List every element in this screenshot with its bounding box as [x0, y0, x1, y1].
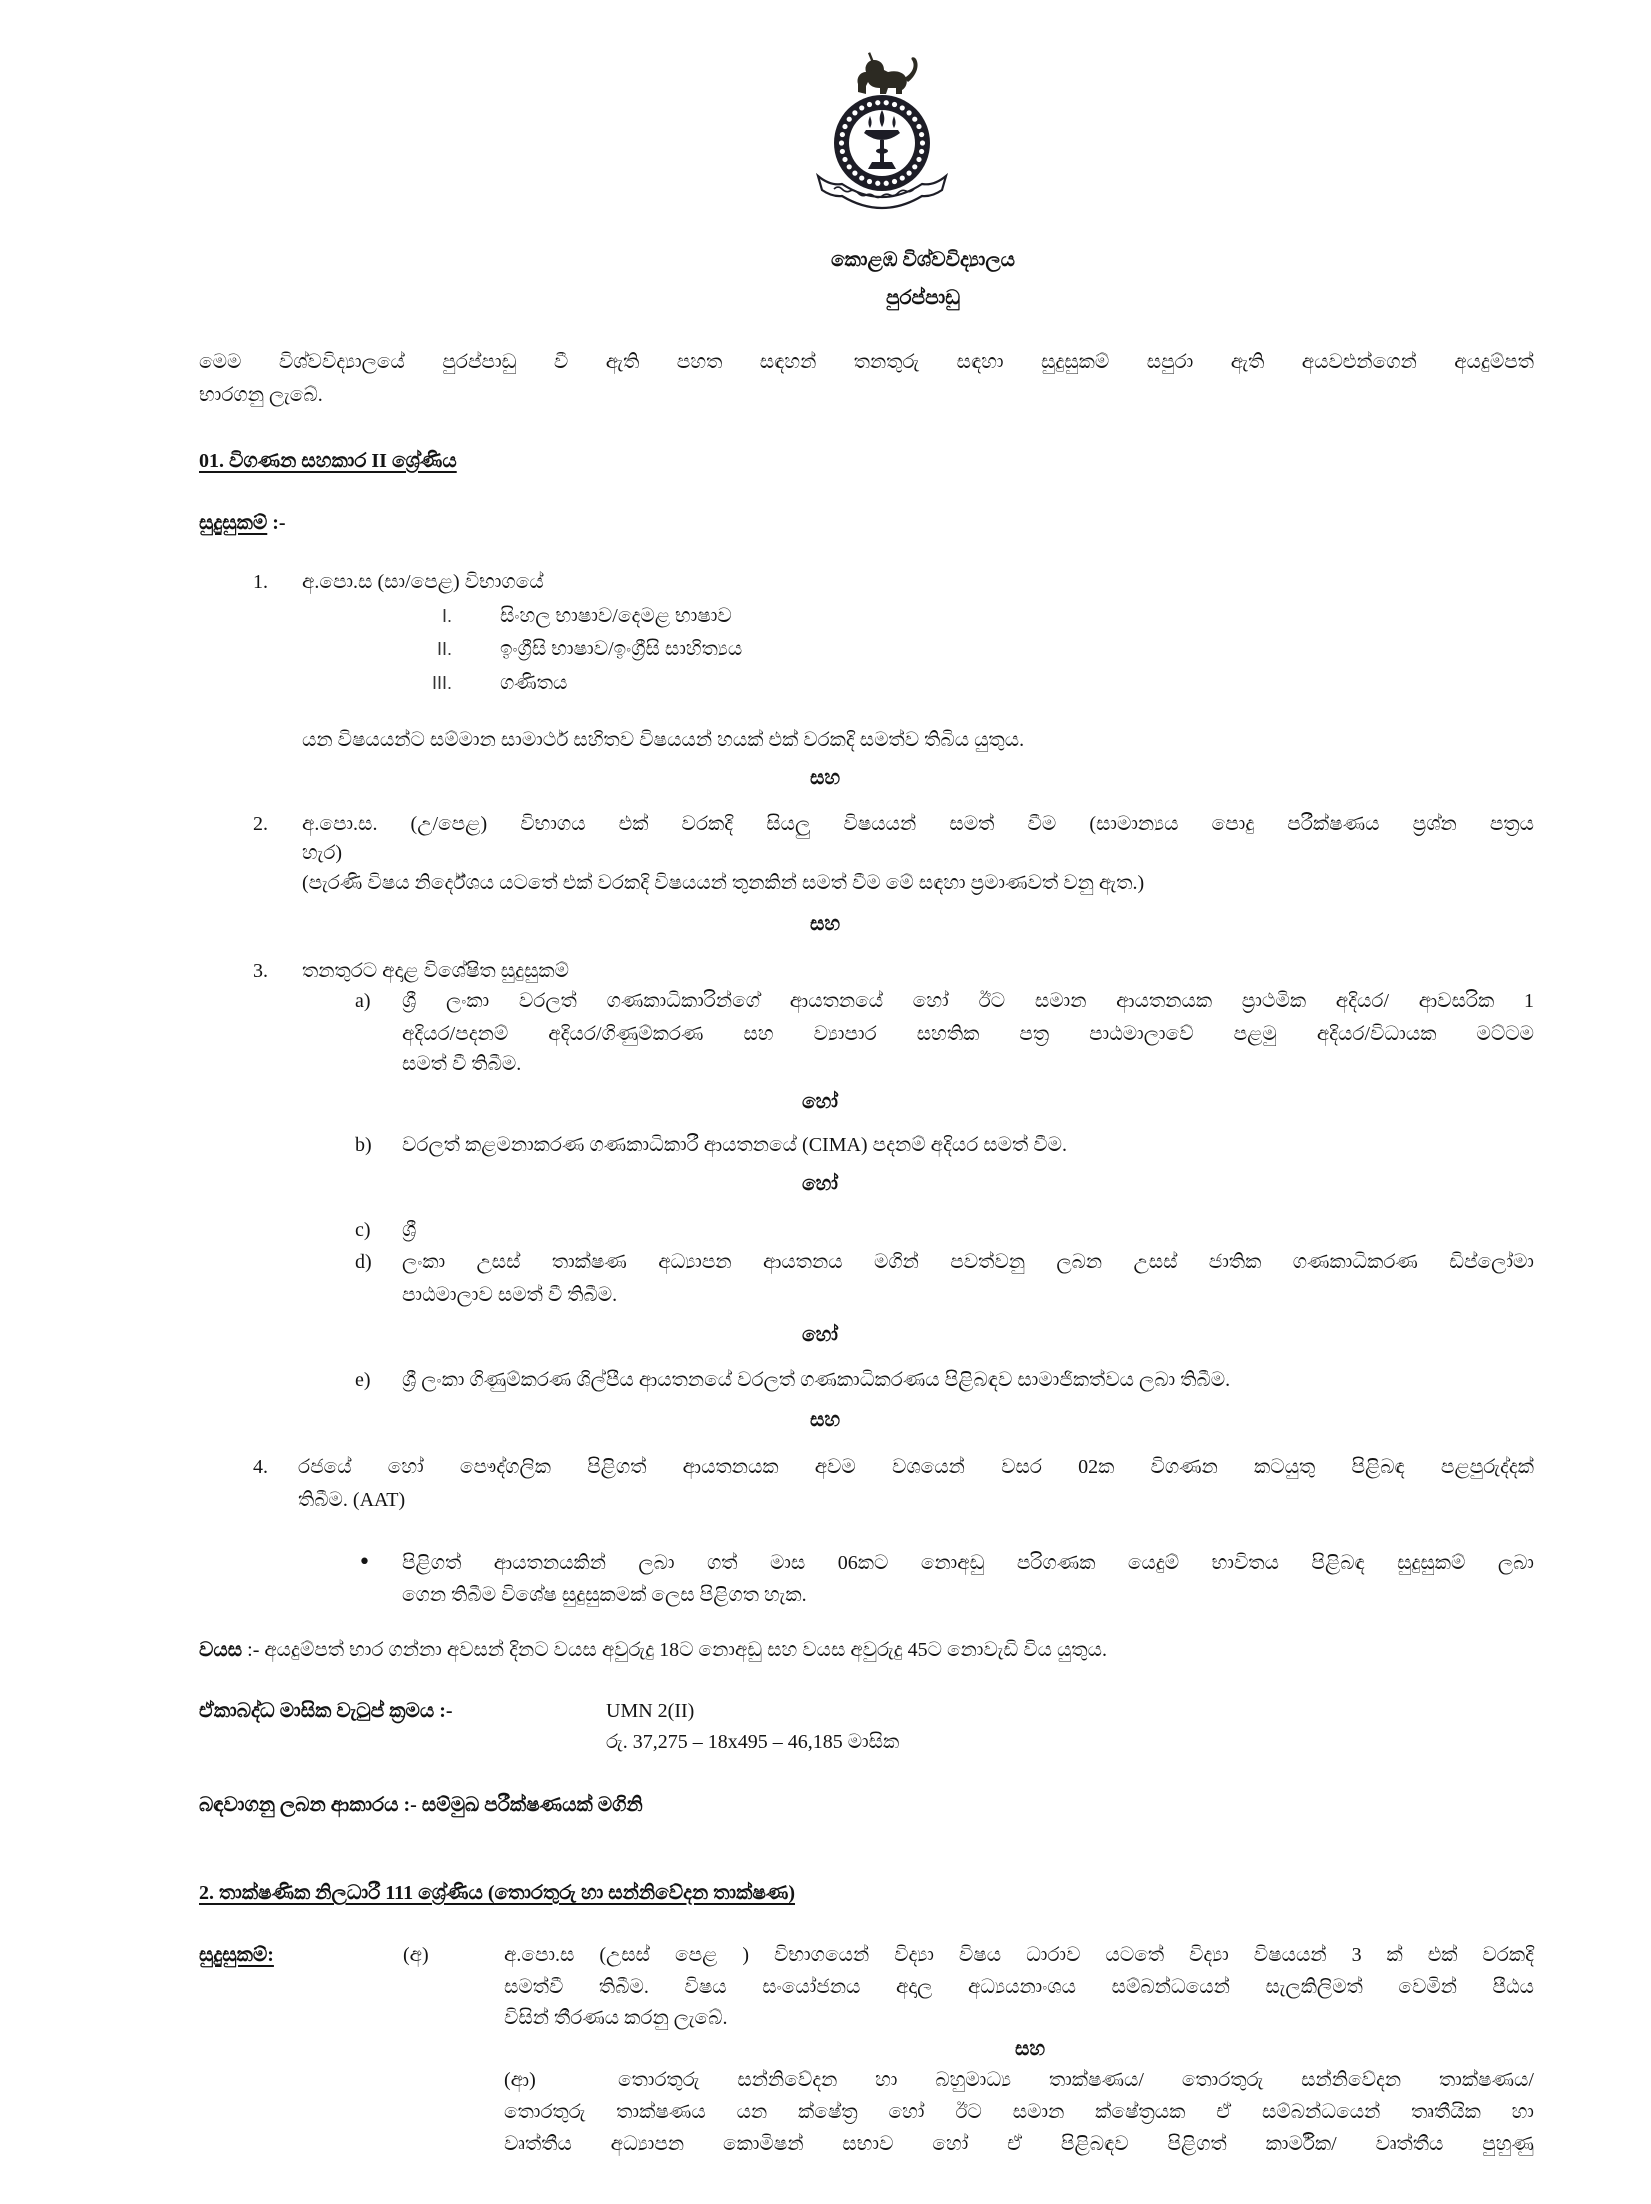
q4-line: තිබීම. (AAT)	[298, 1489, 406, 1511]
q1-number: 1.	[253, 571, 268, 593]
bullet-point: •	[358, 1550, 371, 1575]
crest-ring-dot	[884, 100, 889, 105]
lion-emblem	[857, 52, 917, 94]
crest-ring-dot	[852, 171, 857, 176]
salary-scale: රු. 37,275 – 18x495 – 46,185 මාසික	[606, 1731, 900, 1753]
option-label: e)	[355, 1369, 371, 1391]
post2-heading: 2. තාක්ෂණික නිලධාරී 111 ශ්‍රේණිය (තොරතුරු හා සන්නිවේදන තාක්ෂණ)	[199, 1882, 795, 1904]
intro-line: මෙම විශ්වවිද්‍යාලයේ පුරප්පාඩු වී ඇති පහත සඳහන් තනතුරු සඳහා සුදුසුකම් සපුරා ඇති අයවළුන්ගෙන් අයදුම්පත්	[199, 351, 1534, 373]
crest-ring-dot	[919, 132, 924, 137]
post2-item-label: (අ)	[403, 1944, 429, 1966]
or-connector: හෝ	[802, 1173, 838, 1195]
q4-line: රජයේ හෝ පෞද්ගලික පිළිගත් ආයතනයක අවම වශයෙන් වසර 02ක විගණන කටයුතු පිළිබඳ පළපුරුද්දක්	[298, 1456, 1534, 1478]
crest-ring-dot	[839, 140, 844, 145]
option-line: ශ්‍රී	[402, 1219, 417, 1241]
university-crest-logo	[812, 48, 952, 220]
q3-number: 3.	[253, 960, 268, 982]
crest-ring-dot	[875, 100, 880, 105]
post2-qualifications-label: සුදුසුකම්:	[199, 1944, 274, 1966]
option-line: ලංකා උසස් තාක්ෂණ අධ්‍යාපන ආයතනය මගින් පවත්වනු ලබන උසස් ජාතික ගණකාධිකරණ ඩිප්ලෝමා	[402, 1251, 1534, 1273]
option-line: ශ්‍රී ලංකා වරලත් ගණකාධිකාරින්ගේ ආයතනයේ හෝ ඊට සමාන ආයතනයක ප්‍රාථමික අදියර/ ආවසරික 1	[402, 990, 1534, 1012]
q1-condition: යන විෂයයන්ට සම්මාන සාමාර්ථ සහිතව විෂයයන් හයක් එක් වරකදි සමත්ව තිබිය යුතුය.	[302, 729, 1025, 751]
post2-item-label: (ආ)	[504, 2069, 536, 2091]
special-line: ගෙන තිබීම විශේෂ සුදුසුකමක් ලෙස පිළිගත හැක.	[402, 1584, 807, 1606]
crest-ring-dot	[907, 171, 912, 176]
crest-ring-dot	[842, 124, 847, 129]
crest-ring-dot	[847, 164, 852, 169]
crest-ring-dot	[900, 105, 905, 110]
notice-title: පුරප්පාඩු	[885, 287, 961, 309]
age-requirement	[199, 1635, 1534, 1665]
subject-text: ගණිතය	[500, 672, 568, 694]
age-label: වයස	[199, 1639, 243, 1661]
option-line: පාඨමාලාව සමත් වී තිබීම.	[402, 1284, 618, 1306]
recruitment-method	[199, 1790, 643, 1820]
and-connector: සහ	[809, 767, 841, 789]
post1-qualifications-label	[199, 508, 286, 538]
post2-item-line: තොරතුරු සන්නිවේදන හා බහුමාධ්‍ය තාක්ෂණය/ තොරතුරු සන්නිවේදන තාක්ෂණය/	[618, 2069, 1534, 2091]
crest-ring-dot	[919, 149, 924, 154]
salary-label: ඒකාබද්ධ මාසික වැටුප් ක්‍රමය :-	[199, 1700, 453, 1722]
crest-ring-dot	[912, 164, 917, 169]
post2-item-line: විසින් තීරණය කරනු ලැබේ.	[504, 2007, 728, 2029]
crest-ring-dot	[842, 157, 847, 162]
crest-ring-dot	[916, 157, 921, 162]
crest-ring-dot	[912, 117, 917, 122]
or-connector: හෝ	[802, 1091, 838, 1113]
q2-line: (පැරණි විෂය නිර්දේශය යටතේ එක් වරකදි විෂයයන් තුනකින් සමත් වීම මේ සඳහා ප්‍රමාණවත් වනු ඇත.)	[302, 872, 1145, 894]
recruitment-label: බඳවාගනු ලබන ආකාරය :-	[199, 1794, 417, 1816]
subject-numeral: II.	[436, 639, 452, 659]
crest-ring-dot	[900, 175, 905, 180]
q1-text: අ.පො.ස (සා/පෙළ) විභාගයේ	[302, 571, 544, 593]
subject-text: සිංහල භාෂාව/දෙමළ භාෂාව	[500, 605, 732, 627]
option-label: d)	[355, 1251, 372, 1273]
q3-text: තනතුරට අදාළ විශේෂිත සුදුසුකම්	[302, 960, 569, 982]
qualifications-label-text: සුදුසුකම්	[199, 512, 268, 534]
crest-ring-dot	[867, 102, 872, 107]
age-text: :- අයදුම්පත් භාර ගන්නා අවසන් දිනට වයස අවුරුදු 18ට නොඅඩු සහ වයස අවුරුදු 45ට නොවැඩි විය යුතුය.	[247, 1639, 1107, 1661]
crest-ring-dot	[859, 175, 864, 180]
q2-line: හැර)	[302, 842, 343, 864]
post1-heading: 01. විගණන සහකාර II ශ්‍රේණිය	[199, 450, 457, 472]
qualifications-label-suffix: :-	[272, 512, 286, 534]
or-connector: හෝ	[802, 1324, 838, 1346]
crest-ring-dot	[916, 124, 921, 129]
post2-item-line: සමත්වී තිබීම. විෂය සංයෝජනය අදාල අධ්‍යයනාංශය සම්බන්ධයෙන් සැලකිලිමත් වෙමින් පීඨය	[504, 1976, 1534, 1998]
subject-numeral: III.	[431, 673, 452, 693]
q2-line: අ.පො.ස. (උ/පෙළ) විභාගය එක් වරකදි සියලු විෂයයන් සමත් වීම (සාමාන්‍යය පොදු පරීක්ෂණය ප්‍රශ්න පත්‍රය	[302, 813, 1534, 835]
crest-ring-dot	[867, 179, 872, 184]
option-line: අදියර/පදනම් අදියර/ගිණුම්කරණ සහ ව්‍යාපාර සහතික පත්‍ර පාඨමාලාවේ පළමු අදියර/විධායක මට්ටම	[402, 1023, 1534, 1045]
option-label: b)	[355, 1134, 372, 1156]
crest-ring-dot	[907, 110, 912, 115]
q4-number: 4.	[253, 1456, 268, 1478]
subject-text: ඉංග්‍රීසි භාෂාව/ඉංග්‍රීසි සාහිත්‍යය	[500, 638, 743, 660]
crest-ring-dot	[852, 110, 857, 115]
q2-number: 2.	[253, 813, 268, 835]
post2-item-line: තොරතුරු තාක්ෂණය යන ක්ෂේත්‍ර හෝ ඊට සමාන ක්ෂේත්‍රයක ඒ සම්බන්ධයෙන් තෘතීයික හා	[504, 2101, 1534, 2123]
intro-line: භාරගනු ලැබේ.	[199, 384, 323, 406]
recruitment-text: සම්මුඛ පරීක්ෂණයක් මගිනි	[421, 1794, 643, 1816]
crest-ring-dot	[847, 117, 852, 122]
salary-code: UMN 2(II)	[606, 1700, 695, 1722]
crest-ring-dot	[840, 132, 845, 137]
and-connector: සහ	[1014, 2038, 1046, 2060]
option-line: සමත් වී තිබීම.	[402, 1053, 522, 1075]
option-line: ශ්‍රී ලංකා ගිණුම්කරණ ශිල්පීය ආයතනයේ වරලත් ගණකාධිකරණය පිළිබඳව සාමාජිකත්වය ලබා තිබීම.	[402, 1369, 1231, 1391]
special-line: පිළිගත් ආයතනයකින් ලබා ගත් මාස 06කට නොඅඩු පරිගණක යෙදුම් භාවිතය පිළිබඳ සුදුසුකම් ලබා	[402, 1552, 1534, 1574]
crest-ring-dot	[892, 179, 897, 184]
crest-ring-dot	[920, 140, 925, 145]
and-connector: සහ	[809, 913, 841, 935]
crest-ring-dot	[840, 149, 845, 154]
crest-ring-dot	[859, 105, 864, 110]
option-label: c)	[355, 1219, 371, 1241]
post2-item-line: වෘත්තීය අධ්‍යාපන කොමිෂන් සභාව හෝ ඒ පිළිබඳව පිළිගත් කාර්මික/ වෘත්තීය පුහුණු	[504, 2133, 1534, 2155]
and-connector: සහ	[809, 1409, 841, 1431]
option-label: a)	[355, 990, 371, 1012]
crest-ring-dot	[875, 181, 880, 186]
crest-ring-dot	[884, 181, 889, 186]
subject-numeral: I.	[441, 606, 452, 626]
university-name: කොළඹ විශ්වවිද්‍යාලය	[831, 249, 1015, 271]
option-line: වරලත් කළමනාකරණ ගණකාධිකාරී ආයතනයේ (CIMA) පදනම් අදියර සමත් වීම.	[402, 1134, 1068, 1156]
post2-item-line: අ.පො.ස (උසස් පෙළ ) විභාගයෙන් විද්‍යා විෂය ධාරාව යටතේ විද්‍යා විෂයයන් 3 ක් එක් වරකදි	[504, 1944, 1534, 1966]
crest-ring-dot	[892, 102, 897, 107]
